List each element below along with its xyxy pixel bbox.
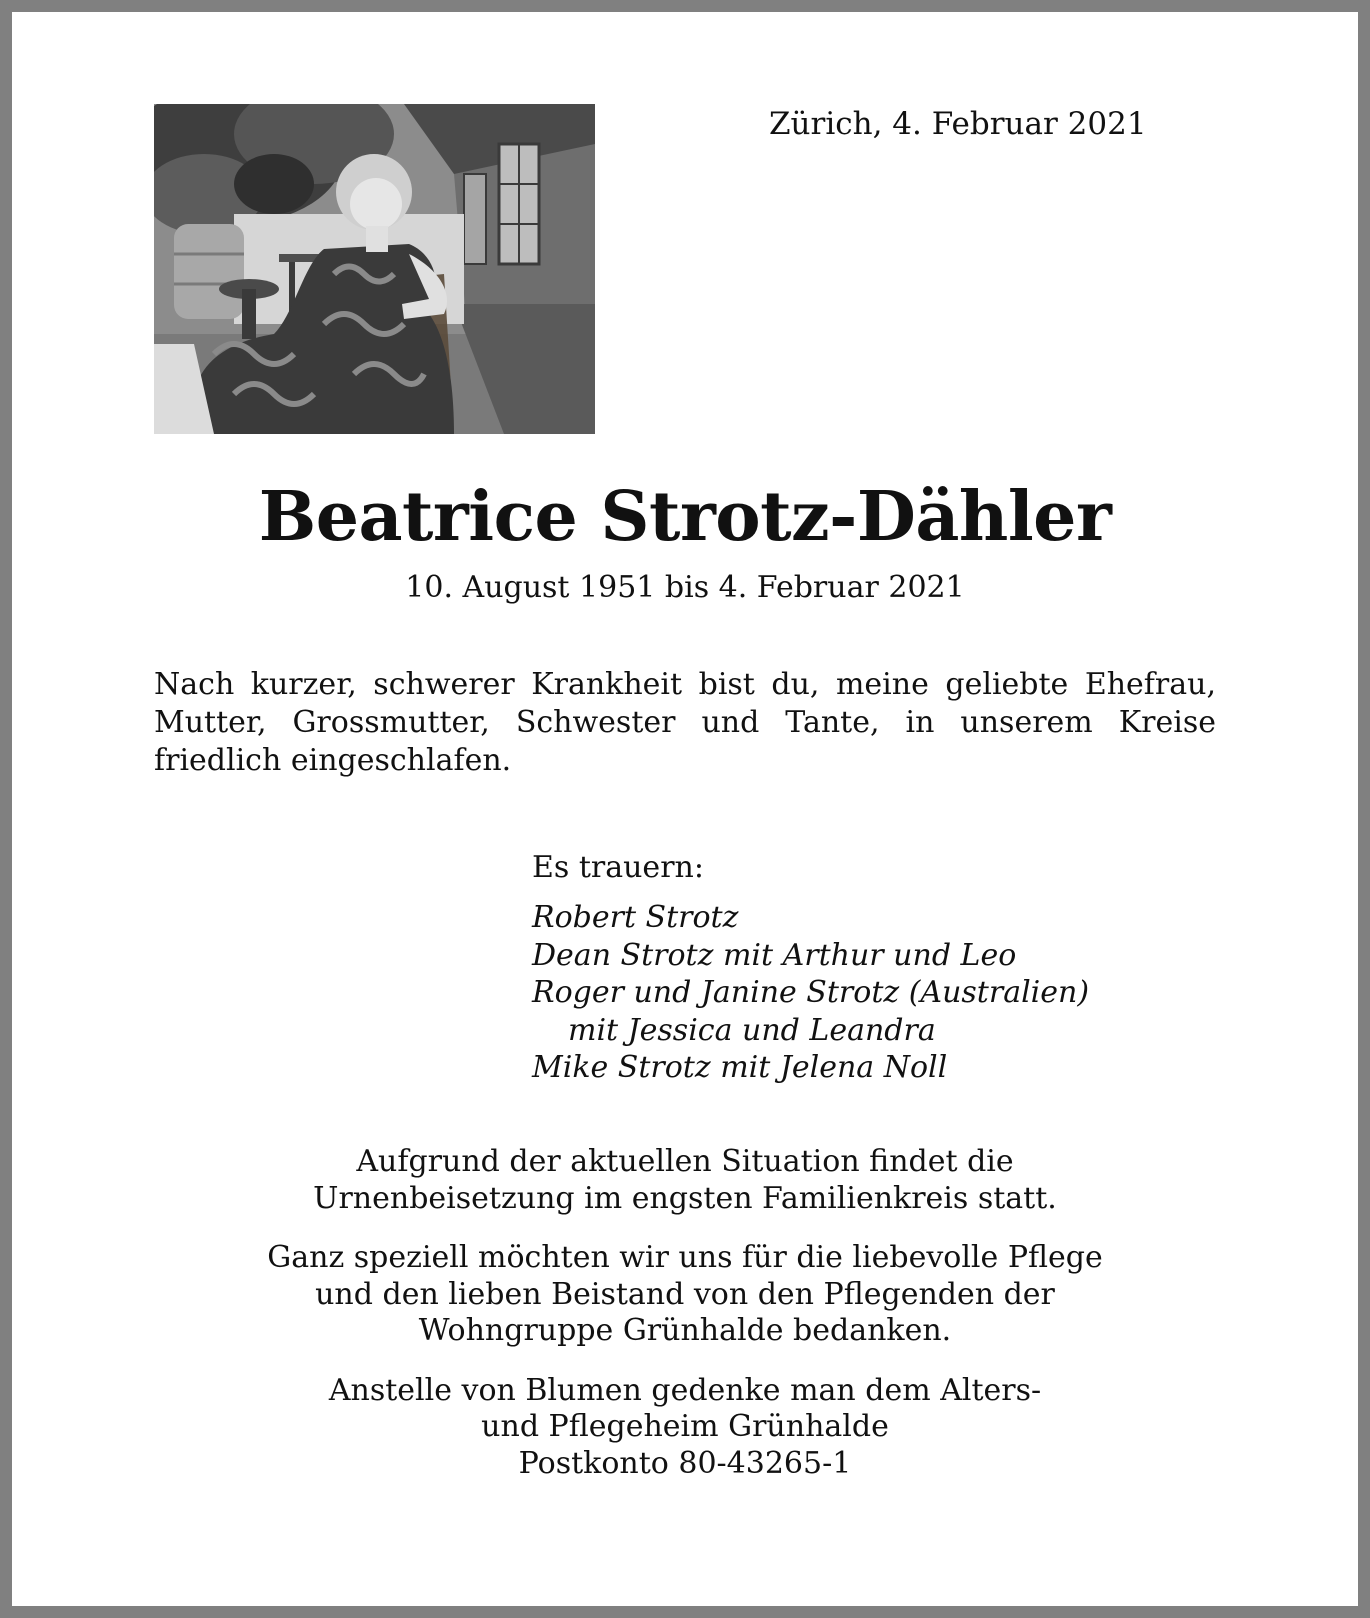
closing-line: Postkonto 80-43265-1	[518, 1445, 852, 1481]
funeral-note	[12, 1144, 1358, 1217]
closing-line: Anstelle von Blumen gedenke man dem Alters-	[328, 1372, 1042, 1408]
deceased-name: Beatrice Strotz-Dähler	[258, 477, 1112, 557]
obituary-page	[12, 12, 1358, 1606]
mourner-line: Roger und Janine Strotz (Australien)	[532, 975, 1090, 1010]
lifespan-dates: 10. August 1951 bis 4. Februar 2021	[405, 570, 965, 605]
closing-line: Wohngruppe Grünhalde bedanken.	[418, 1313, 952, 1348]
mourner-line: Dean Strotz mit Arthur und Leo	[532, 937, 1017, 973]
intro-text: Nach kurzer, schwerer Krankheit bist du, meine geliebte Ehefrau, Mutter, Grossmutter, Schwester und Tante, in unserem Kreise friedlich eingeschlafen.	[154, 667, 1216, 778]
dateline: Zürich, 4. Februar 2021	[769, 106, 1147, 142]
thanks-note	[12, 1240, 1358, 1350]
mourner-line: mit Jessica und Leandra	[568, 1012, 936, 1048]
closing-line: Aufgrund der aktuellen Situation findet die	[356, 1144, 1014, 1179]
donation-note	[12, 1373, 1358, 1483]
mourners-list	[532, 899, 1089, 1087]
mourner-line: Mike Strotz mit Jelena Noll	[532, 1050, 948, 1085]
closing-line: Ganz speziell möchten wir uns für die liebevolle Pflege	[267, 1240, 1103, 1275]
closing-line: und den lieben Beistand von den Pflegenden der	[315, 1276, 1055, 1312]
mourners-heading: Es trauern:	[532, 850, 704, 885]
closing-line: Urnenbeisetzung im engsten Familienkreis statt.	[313, 1180, 1057, 1216]
portrait-photo	[154, 104, 595, 434]
closing-line: und Pflegeheim Grünhalde	[481, 1409, 889, 1444]
closing-section	[12, 1144, 1358, 1505]
mourner-line: Robert Strotz	[532, 900, 739, 935]
